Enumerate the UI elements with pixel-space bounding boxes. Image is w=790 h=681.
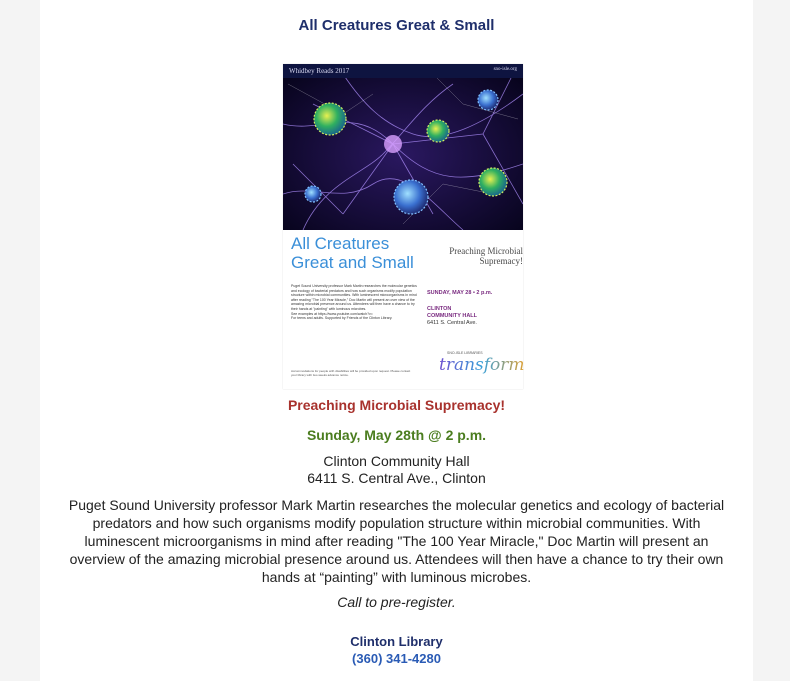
poster-date: SUNDAY, MAY 28 • 2 p.m. xyxy=(427,290,493,296)
event-subtitle: Preaching Microbial Supremacy! xyxy=(287,397,506,413)
poster-body-link: See examples at https://www.youtube.com/watch?v= xyxy=(291,311,373,316)
brand-tag: SNO-ISLE LIBRARIES xyxy=(447,351,483,355)
event-title: All Creatures Great & Small xyxy=(298,17,495,34)
venue-address: 6411 S. Central Ave., Clinton xyxy=(307,470,486,486)
venue-name: Clinton Community Hall xyxy=(323,453,470,469)
poster-venue-line1: CLINTON xyxy=(427,306,452,312)
poster-heading-line1: All Creatures xyxy=(291,234,390,253)
poster-venue xyxy=(427,306,522,327)
event-poster-image xyxy=(283,64,523,389)
library-contact xyxy=(40,633,753,667)
poster-microbe-photo xyxy=(283,64,523,230)
poster-website: sno-isle.org xyxy=(493,67,517,72)
email-content xyxy=(40,0,753,681)
poster-subtitle-line1: Preaching Microbial xyxy=(449,246,523,256)
poster-topbar xyxy=(283,64,523,78)
microbe-illustration xyxy=(283,64,523,230)
poster-body-text: Puget Sound University professor Mark Martin researches the molecular genetics and ecology of bacterial predators and how such organisms modify population structure within microbial communities. With luminescent microorganisms in mind after reading "The 100 Year Miracle," Doc Martin will present an over view of the amazing microbial presence around us. Attendees will then have a chance to try their hands at "painting" with luminous microbes. xyxy=(291,284,417,311)
poster-footnote: Accommodations for people with disabilities will be provided upon request. Please contact your library with two weeks advance notice. xyxy=(291,369,411,377)
library-name: Clinton Library xyxy=(350,634,443,649)
sno-isle-transform-logo xyxy=(439,351,523,381)
poster-venue-line2: COMMUNITY HALL xyxy=(427,313,478,319)
event-venue xyxy=(40,453,753,487)
register-instruction: Call to pre-register. xyxy=(337,594,456,610)
poster-series-label: Whidbey Reads 2017 xyxy=(289,67,350,75)
event-description: Puget Sound University professor Mark Martin researches the molecular genetics and ecology of bacterial predators and how such organisms modify population structure within microbial communities. With luminescent microorganisms in mind after reading "The 100 Year Miracle," Doc Martin will present an overview of the amazing microbial presence around us. Attendees will then have a chance to try their own hands at “painting” with luminous microbes. xyxy=(68,497,725,585)
poster-subtitle xyxy=(427,246,523,266)
library-phone-link[interactable]: (360) 341-4280 xyxy=(352,651,441,666)
poster-subtitle-line2: Supremacy! xyxy=(479,256,523,266)
poster-body xyxy=(291,284,421,321)
poster-venue-address: 6411 S. Central Ave. xyxy=(427,320,477,326)
event-date: Sunday, May 28th @ 2 p.m. xyxy=(306,427,487,443)
brand-word: transform xyxy=(439,355,525,375)
poster-heading xyxy=(291,234,421,272)
poster-heading-line2: Great and Small xyxy=(291,253,414,272)
poster-body-note: For teens and adults. Supported by Friends of the Clinton Library. xyxy=(291,316,393,321)
